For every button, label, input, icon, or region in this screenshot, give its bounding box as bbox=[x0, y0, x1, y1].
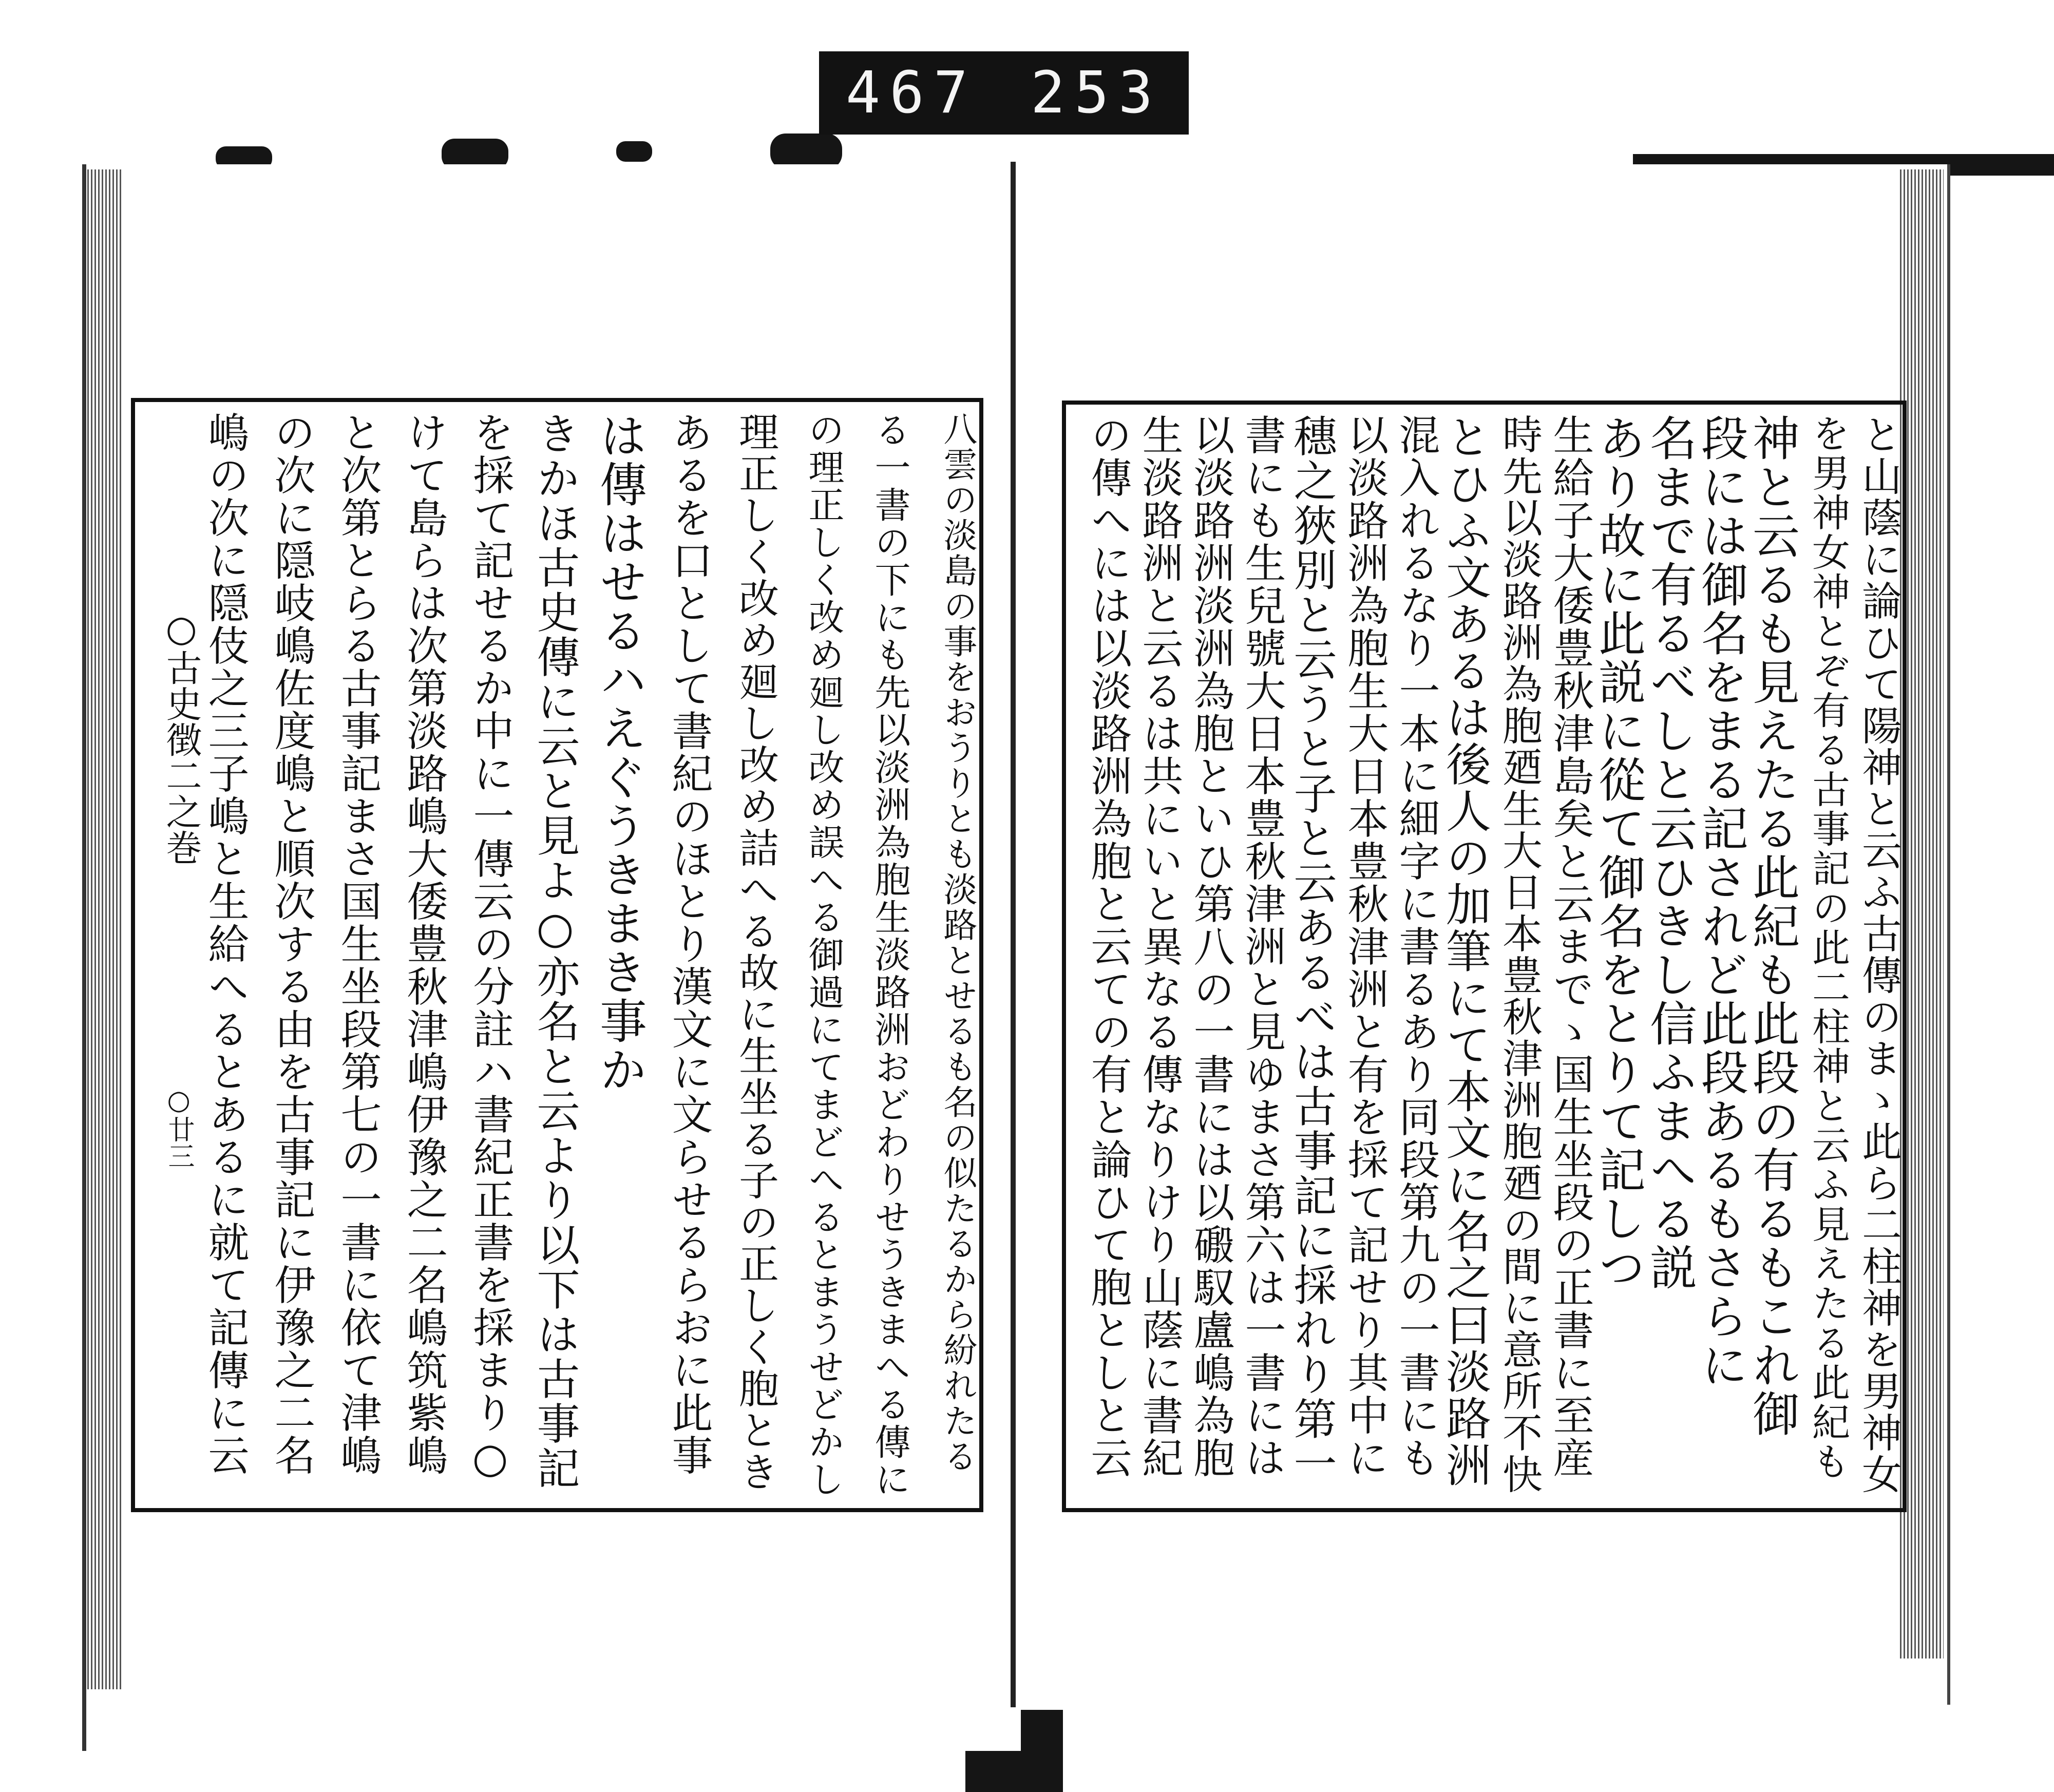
text-column: は傳はせるハえぐうきまき事か bbox=[592, 411, 647, 1094]
book-spine bbox=[1011, 162, 1016, 1707]
text-column: きかほ古史傳に云と見よ○亦名と云より以下は古事記 bbox=[530, 411, 580, 1491]
text-column: 生淡路洲と云るは共にいと異なる傳なりけり山蔭に書紀 bbox=[1135, 414, 1183, 1479]
text-column: あるを口として書紀のほとり漢文に文らせるらおに此事 bbox=[665, 411, 713, 1477]
left-text-frame bbox=[131, 398, 983, 1512]
text-column: 名まで有るべしと云ひきし信ふまへる説 bbox=[1642, 414, 1697, 1292]
text-column: と次第とらる古事記まさ国生坐段第七の一書に依て津嶋 bbox=[334, 411, 382, 1477]
folio-number: ○廿三 bbox=[163, 1085, 194, 1169]
text-column: 書にも生兒號大日本豊秋津洲と見ゆまさ第六は一書には bbox=[1238, 414, 1286, 1479]
running-title: ○古史徴二之巻 bbox=[160, 607, 202, 865]
text-column: けて島らは次第淡路嶋大倭豊秋津嶋伊豫之二名嶋筑紫嶋 bbox=[400, 411, 448, 1477]
text-column: 八雲の淡島の事をおうりとも淡路とせるも名の似たるから紛れたる bbox=[938, 411, 977, 1474]
text-column: の傳へには以淡路洲為胞と云ての有と論ひて胞としと云 bbox=[1084, 414, 1132, 1479]
text-column: る一書の下にも先以淡洲為胞生淡路洲おどわりせうきまへる傳に bbox=[869, 411, 911, 1498]
call-number-left: 467 bbox=[845, 60, 978, 126]
text-column: 以淡路洲為胞生大日本豊秋津洲と有を採て記せり其中に bbox=[1341, 414, 1389, 1479]
text-column: 神と云るも見えたる此紀も此段の有るもこれ御 bbox=[1745, 414, 1800, 1438]
text-column: 以淡路洲淡洲為胞といひ第八の一書には以磤馭盧嶋為胞 bbox=[1187, 414, 1234, 1479]
text-column: の理正しく改め廻し改め誤へる御過にてまどへるとまうせどかし bbox=[803, 411, 845, 1498]
text-column: を男神女神とぞ有る古事記の此二柱神と云ふ見えたる此紀も bbox=[1806, 414, 1850, 1481]
text-column: 穗之狹別と云うと子と云あるべは古事記に採れり第一 bbox=[1287, 414, 1337, 1486]
scan-smudge bbox=[616, 141, 652, 162]
text-column: とひふ文あるは後人の加筆にて本文に名之曰淡路洲 bbox=[1439, 414, 1492, 1489]
call-number-label bbox=[819, 51, 1189, 135]
text-column: と山蔭に論ひて陽神と云ふ古傳のまゝ此ら二柱神を男神女 bbox=[1855, 414, 1901, 1495]
call-number-right: 253 bbox=[1030, 60, 1163, 126]
text-column: 混入れるなり一本に細字に書るあり同段第九の一書にも bbox=[1392, 414, 1440, 1479]
text-column: あり故に此説に從て御名をとりて記しつ bbox=[1591, 414, 1646, 1292]
text-column: 時先以淡路洲為胞廼生大日本豊秋津洲胞廼の間に意所不快 bbox=[1496, 414, 1542, 1495]
text-column: の次に隠岐嶋佐度嶋と順次する由を古事記に伊豫之二名 bbox=[268, 411, 315, 1477]
text-column: 段には御名をまる記されど此段あるもさらに bbox=[1694, 414, 1748, 1389]
text-column: 理正しく改め廻し改め詰へる故に生坐る子の正しく胞とき bbox=[732, 411, 778, 1493]
text-column: 嶋の次に隠伎之三子嶋と生給へるとあるに就て記傳に云 bbox=[201, 411, 249, 1477]
page-edges-left bbox=[87, 169, 123, 1689]
text-column: 生給子大倭豊秋津島矣と云までゝ国生坐段の正書に至産 bbox=[1546, 414, 1594, 1479]
text-column: を採て記せるか中に一傳云の分註ハ書紀正書を採まり○ bbox=[466, 411, 514, 1483]
right-text-frame bbox=[1062, 401, 1907, 1512]
